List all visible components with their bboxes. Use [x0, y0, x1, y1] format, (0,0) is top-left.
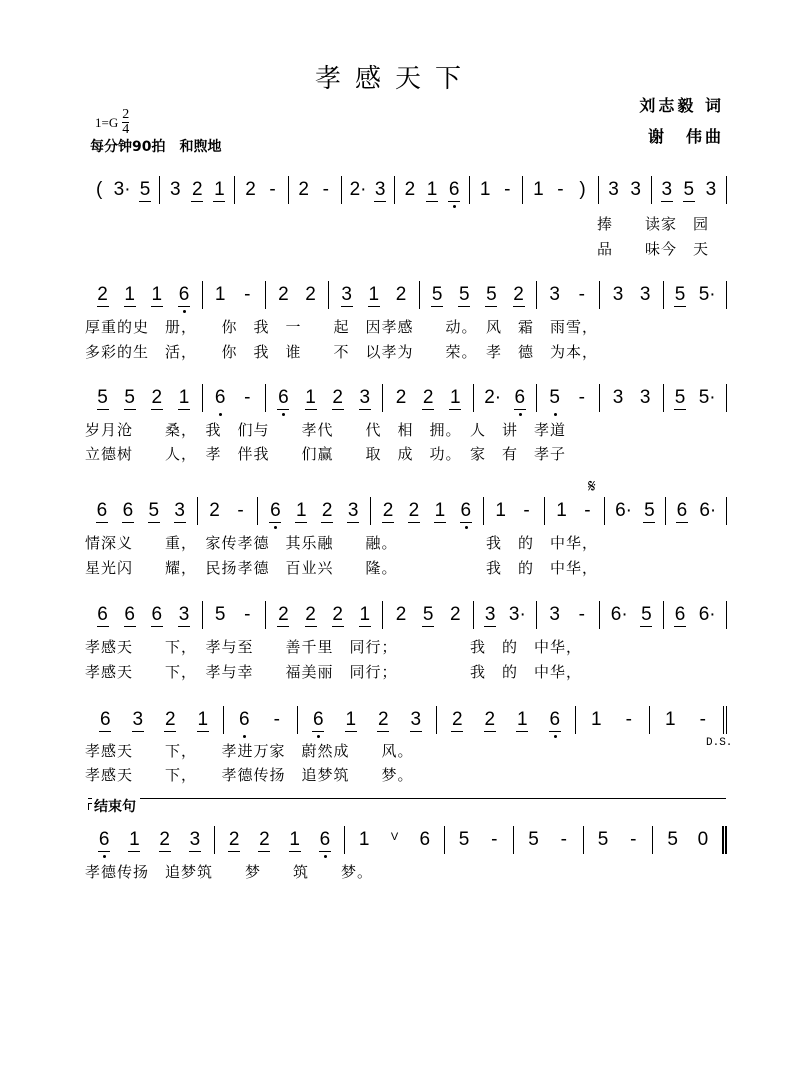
note: - — [584, 500, 591, 521]
staff-system — [85, 384, 727, 412]
note: 6 — [674, 603, 686, 625]
measure — [223, 706, 297, 734]
note: 1 — [124, 283, 135, 305]
note: 2 — [395, 604, 407, 625]
note: 5 — [683, 178, 695, 200]
staff-system — [85, 281, 727, 309]
note: ( — [96, 179, 103, 200]
note: 1 — [359, 603, 371, 625]
note: 3 — [178, 603, 190, 625]
measure — [328, 281, 418, 309]
note: 3 — [174, 499, 185, 521]
staff-system — [85, 826, 727, 854]
note: 2 — [278, 284, 289, 305]
measure — [469, 176, 522, 204]
measure — [370, 497, 483, 525]
note: 1 — [214, 284, 226, 305]
measure — [394, 176, 469, 204]
note: 2 — [164, 708, 176, 730]
note: V — [390, 831, 399, 843]
note: 1 — [434, 499, 446, 521]
note: 5 — [97, 386, 108, 408]
lyric-line: 孝感天 下， 孝进万家 蔚然成 风。 — [85, 742, 414, 760]
lyric-line: 孝感天 下， 孝与幸 福美丽 同行； 我 的 中华， — [85, 663, 583, 681]
tempo-marking: 每分钟90拍 和煦地 — [90, 139, 222, 155]
note: 5· — [698, 387, 716, 408]
note: 2 — [377, 708, 389, 730]
note: 6 — [98, 828, 110, 850]
ending-label: 结束句 — [92, 796, 140, 816]
note: 5 — [458, 829, 470, 850]
note: 6 — [319, 828, 331, 850]
note: 5 — [641, 603, 652, 625]
note: 2 — [408, 499, 420, 521]
note: 3 — [630, 179, 641, 200]
measure — [599, 281, 662, 309]
measure — [159, 176, 234, 204]
note: 2 — [298, 179, 309, 200]
note: 1 — [664, 709, 676, 730]
note: 1 — [556, 500, 567, 521]
measure — [444, 826, 514, 854]
note: 6 — [419, 829, 431, 850]
note: 2 — [259, 828, 270, 850]
note: 1 — [449, 386, 461, 408]
note: 6 — [122, 499, 134, 521]
note: - — [699, 709, 706, 730]
note: 3 — [410, 708, 422, 730]
measure — [85, 497, 197, 525]
measure — [583, 826, 653, 854]
note: 2 — [305, 284, 316, 305]
measure — [265, 384, 383, 412]
note: 0 — [697, 829, 709, 850]
note: 1 — [289, 828, 300, 850]
note: - — [630, 829, 637, 850]
measure — [341, 176, 394, 204]
ds-mark: D.S. — [706, 737, 733, 749]
measure — [575, 706, 649, 734]
time-top: 2 — [122, 107, 130, 122]
note: 2 — [305, 603, 316, 625]
lyric-line: 情深义 重， 家传孝德 其乐融 融。 我 的 中华， — [85, 534, 599, 552]
note: 5 — [549, 387, 560, 408]
note: 2 — [404, 179, 416, 200]
note: 3 — [639, 387, 651, 408]
lyric-line: 孝感天 下， 孝德传扬 追梦筑 梦。 — [85, 766, 414, 784]
note: 5 — [422, 603, 434, 625]
note: 5 — [528, 829, 539, 850]
note: 5 — [486, 283, 497, 305]
note: 2 — [395, 387, 407, 408]
lyric-line: 捧 读家 园 — [597, 215, 710, 233]
song-title: 孝感天下 — [314, 64, 475, 94]
note: 6· — [698, 604, 716, 625]
measure — [483, 497, 544, 525]
lyric-line: 孝德传扬 追梦筑 梦 筑 梦。 — [85, 863, 374, 881]
note: 5 — [674, 283, 686, 305]
lyric-line: 立德树 人， 孝 伴我 们赢 取 成 功。 家 有 孝子 — [85, 445, 567, 463]
measure — [652, 826, 727, 854]
note: - — [578, 284, 585, 305]
note: 1 — [368, 283, 380, 305]
measure — [419, 281, 537, 309]
key-signature — [95, 108, 129, 137]
measure — [665, 497, 727, 525]
note: 1 — [151, 283, 163, 305]
note: 3 — [549, 284, 560, 305]
measure — [651, 176, 727, 204]
measure — [536, 281, 599, 309]
note: 6 — [214, 387, 226, 408]
note: 5 — [431, 283, 443, 305]
measure — [85, 176, 159, 204]
note: 3 — [169, 179, 181, 200]
lyric-line: 厚重的史 册， 你 我 一 起 因孝感 动。 风 霜 雨雪， — [85, 318, 599, 336]
measure — [288, 176, 341, 204]
time-bottom: 4 — [122, 122, 130, 137]
note: - — [491, 829, 498, 850]
note: - — [578, 387, 585, 408]
note: 2 — [228, 828, 240, 850]
note: - — [237, 500, 244, 521]
note: 1 — [533, 179, 544, 200]
measure — [536, 384, 599, 412]
note: 2 — [192, 178, 203, 200]
note: 5 — [644, 499, 655, 521]
note: 5 — [124, 386, 135, 408]
staff-system — [85, 176, 727, 204]
measure — [599, 601, 662, 629]
note: 3· — [113, 179, 131, 200]
note: 1 — [495, 500, 506, 521]
note: 1 — [590, 709, 602, 730]
note: 5 — [148, 499, 160, 521]
time-signature — [122, 108, 129, 137]
note: 1 — [214, 178, 225, 200]
measure — [382, 601, 472, 629]
measure — [536, 601, 599, 629]
note: - — [244, 604, 251, 625]
measure — [649, 706, 727, 734]
note: 6 — [270, 499, 281, 521]
note: 6 — [676, 499, 688, 521]
note: 6 — [448, 178, 460, 200]
note: 3 — [705, 179, 717, 200]
note: 1 — [129, 828, 140, 850]
measure — [85, 601, 202, 629]
note: 2· — [484, 387, 502, 408]
note: 6 — [124, 603, 135, 625]
note: 5· — [698, 284, 716, 305]
lyric-line: 孝感天 下， 孝与至 善千里 同行； 我 的 中华， — [85, 638, 583, 656]
note: - — [557, 179, 564, 200]
note: 6· — [699, 500, 717, 521]
note: 3 — [359, 386, 371, 408]
note: 6 — [97, 603, 108, 625]
measure — [663, 384, 727, 412]
measure — [544, 497, 605, 525]
note: - — [625, 709, 632, 730]
note: 3 — [132, 708, 144, 730]
measure — [344, 826, 444, 854]
note: 2 — [422, 386, 434, 408]
note: 1 — [479, 179, 491, 200]
note: 1 — [426, 178, 438, 200]
lyric-line: 多彩的生 活， 你 我 谁 不 以孝为 荣。 孝 德 为本， — [85, 343, 599, 361]
note: 2 — [97, 283, 108, 305]
note: 3 — [341, 283, 352, 305]
note: ) — [579, 179, 586, 200]
note: 3· — [508, 604, 526, 625]
note: 6 — [514, 386, 526, 408]
note: 6 — [549, 708, 561, 730]
measure — [197, 497, 258, 525]
lyric-line: 星光闪 耀， 民扬孝德 百业兴 隆。 我 的 中华， — [85, 559, 599, 577]
note: 2 — [151, 386, 163, 408]
note: 5 — [214, 604, 226, 625]
measure — [436, 706, 575, 734]
note: 3 — [639, 284, 651, 305]
note: 2 — [513, 283, 524, 305]
note: 3 — [661, 178, 673, 200]
note: 5 — [458, 283, 470, 305]
lyric-line: 品 味今 天 — [597, 240, 710, 258]
note: 6 — [278, 386, 289, 408]
note: 2 — [449, 604, 461, 625]
staff-system — [85, 497, 727, 525]
measure — [85, 384, 202, 412]
note: 5 — [674, 386, 686, 408]
measure — [202, 281, 265, 309]
measure — [513, 826, 583, 854]
note: 5 — [139, 178, 151, 200]
note: 6 — [178, 283, 190, 305]
measure — [214, 826, 344, 854]
note: - — [244, 284, 251, 305]
note: 1 — [358, 829, 370, 850]
note: 3 — [549, 604, 560, 625]
measure — [85, 826, 214, 854]
note: 2 — [159, 828, 170, 850]
note: - — [273, 709, 280, 730]
note: 5 — [597, 829, 609, 850]
note: - — [322, 179, 329, 200]
note: 1 — [178, 386, 190, 408]
note: 2 — [395, 284, 407, 305]
measure — [598, 176, 651, 204]
note: 3 — [189, 828, 201, 850]
note: 5 — [667, 829, 678, 850]
note: 3 — [374, 178, 386, 200]
measure — [265, 281, 328, 309]
measure — [234, 176, 287, 204]
key-label: 1=G — [95, 114, 119, 130]
staff-system — [85, 601, 727, 629]
note: 6 — [238, 709, 250, 730]
measure — [663, 601, 727, 629]
note: 6 — [460, 499, 472, 521]
note: 3 — [608, 179, 619, 200]
measure — [257, 497, 370, 525]
note: 2 — [332, 603, 343, 625]
measure — [202, 384, 265, 412]
note: 6 — [312, 708, 324, 730]
measure — [663, 281, 727, 309]
note: - — [244, 387, 251, 408]
note: 2 — [321, 499, 333, 521]
staff-system — [85, 706, 727, 734]
composer-credit: 谢 伟曲 — [647, 127, 724, 146]
segno-icon: 𝄋 — [588, 476, 596, 497]
note: 6 — [96, 499, 108, 521]
measure — [522, 176, 597, 204]
note: 2 — [209, 500, 220, 521]
note: 3 — [484, 603, 496, 625]
note: 2· — [349, 179, 367, 200]
note: 2 — [332, 386, 343, 408]
note: 6· — [615, 500, 632, 521]
measure — [473, 601, 536, 629]
note: 1 — [345, 708, 357, 730]
measure — [265, 601, 383, 629]
note: 1 — [197, 708, 209, 730]
measure — [85, 281, 202, 309]
note: - — [523, 500, 530, 521]
note: 1 — [516, 708, 528, 730]
note: 1 — [305, 386, 316, 408]
ending-bracket — [88, 798, 726, 809]
note: 2 — [484, 708, 496, 730]
measure — [604, 497, 665, 525]
measure — [382, 384, 472, 412]
measure — [599, 384, 662, 412]
lyric-line: 岁月沧 桑， 我 们与 孝代 代 相 拥。 人 讲 孝道 — [85, 421, 567, 439]
note: - — [578, 604, 585, 625]
note: 3 — [347, 499, 359, 521]
note: 3 — [612, 284, 624, 305]
note: 2 — [278, 603, 289, 625]
note: - — [504, 179, 511, 200]
note: 2 — [382, 499, 394, 521]
measure — [202, 601, 265, 629]
note: 6· — [610, 604, 628, 625]
note: 2 — [451, 708, 463, 730]
note: - — [560, 829, 567, 850]
note: - — [269, 179, 276, 200]
note: 2 — [245, 179, 256, 200]
note: 6 — [151, 603, 163, 625]
measure — [85, 706, 223, 734]
note: 6 — [99, 708, 111, 730]
note: 1 — [296, 499, 307, 521]
measure — [473, 384, 536, 412]
measure — [297, 706, 436, 734]
note: 3 — [612, 387, 624, 408]
lyricist-credit: 刘志毅 词 — [639, 96, 724, 115]
